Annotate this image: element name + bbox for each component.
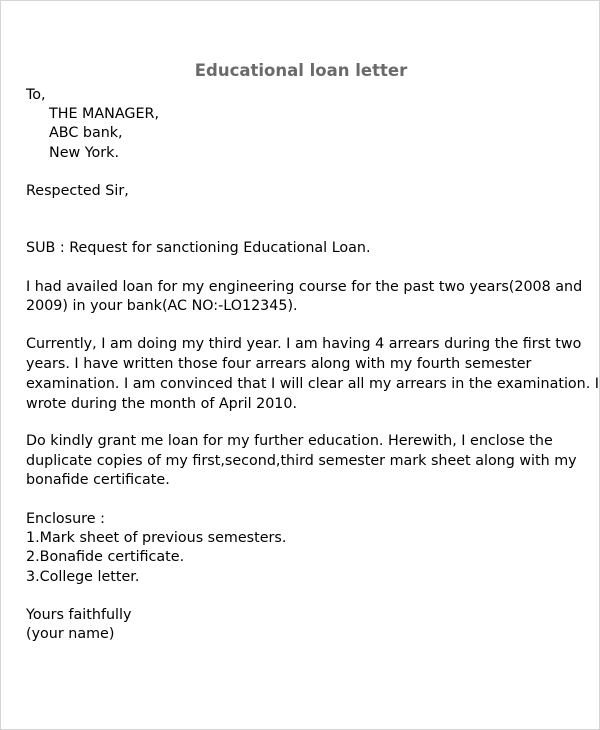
enclosure-heading: Enclosure : (26, 511, 105, 527)
recipient-line-city: New York. (49, 145, 120, 161)
recipient-line-manager: THE MANAGER, (49, 106, 159, 122)
paragraph-2-line: years. I have written those four arrears along with my fourth semester (26, 356, 532, 372)
subject-line: SUB : Request for sanctioning Educational Loan. (26, 240, 371, 256)
paragraph-2-line: wrote during the month of April 2010. (26, 396, 298, 412)
paragraph-2-line: Currently, I am doing my third year. I am having 4 arrears during the first two (26, 336, 582, 352)
paragraph-3-line: bonafide certificate. (26, 472, 170, 488)
salutation: Respected Sir, (26, 183, 129, 199)
enclosure-item: 2.Bonafide certificate. (26, 549, 185, 565)
to-line: To, (26, 87, 46, 103)
paragraph-1-line: I had availed loan for my engineering course for the past two years(2008 and (26, 279, 583, 295)
recipient-line-bank: ABC bank, (49, 125, 123, 141)
closing: Yours faithfully (26, 607, 132, 623)
paragraph-3-line: duplicate copies of my first,second,third semester mark sheet along with my (26, 453, 577, 469)
enclosure-item: 1.Mark sheet of previous semesters. (26, 530, 287, 546)
paragraph-1-line: 2009) in your bank(AC NO:-LO12345). (26, 298, 298, 314)
document-title: Educational loan letter (194, 61, 408, 80)
paragraph-2-line: examination. I am convinced that I will clear all my arrears in the examination. I (26, 376, 600, 392)
enclosure-item: 3.College letter. (26, 569, 140, 585)
paragraph-3-line: Do kindly grant me loan for my further education. Herewith, I enclose the (26, 433, 553, 449)
signature-placeholder: (your name) (26, 626, 115, 642)
